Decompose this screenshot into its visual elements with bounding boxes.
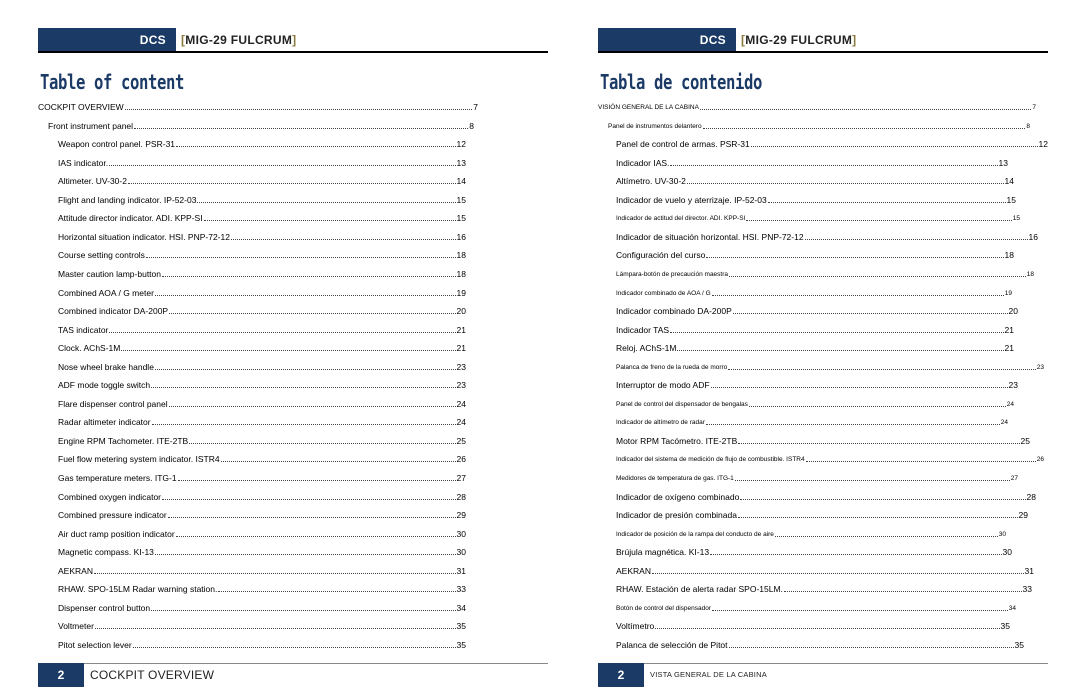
toc-entry[interactable] [598,102,1036,113]
toc-dot-leader [178,480,456,481]
toc-entry[interactable] [616,158,1008,169]
toc-entry-page: 15 [1006,194,1016,205]
toc-dot-leader [670,165,997,166]
header-brand: DCS [699,33,726,47]
toc-entry[interactable] [58,640,466,651]
toc-entry[interactable] [616,325,1014,336]
toc-entry[interactable] [616,269,1034,280]
footer-page-number: 2 [38,663,84,687]
bracket-close: ] [292,33,297,47]
toc-dot-leader [706,424,1000,425]
toc-dot-leader [677,350,1003,351]
toc-page-english [38,0,548,695]
toc-dot-leader [231,239,456,240]
toc-entry[interactable] [616,417,1008,428]
toc-entry-title: Horizontal situation indicator. HSI. PNP-72-12 [58,231,230,242]
toc-dot-leader [775,536,998,537]
toc-dot-leader [204,220,456,221]
toc-entry[interactable] [616,399,1014,410]
toc-dot-leader [728,369,1035,370]
toc-entry-page: 25 [1020,435,1030,446]
toc-dot-leader [712,295,1004,296]
toc-entry-title: Combined oxygen indicator [58,491,162,502]
toc-entry-title: Configuración del curso [616,250,706,261]
toc-entry-title: Magnetic compass. KI-13 [58,547,154,558]
toc-heading: Tabla de contenido [600,70,763,94]
toc-entry-title: Dispenser control button [58,602,151,613]
toc-dot-leader [134,128,468,129]
toc-entry[interactable] [58,288,466,299]
toc-entry-title: Palanca de freno de la rueda de morro [616,363,728,371]
toc-dot-leader [710,554,1001,555]
toc-entry-title: Panel de control de armas. PSR-31 [616,139,750,150]
toc-entry-page: 19 [1004,289,1012,297]
header-title [181,33,296,47]
toc-entry-title: Combined AOA / G meter [58,287,154,298]
toc-entry-title: Weapon control panel. PSR-31 [58,139,176,150]
toc-entry[interactable] [616,380,1018,391]
toc-entry-page: 23 [456,380,466,391]
toc-entry[interactable] [58,454,466,465]
toc-entry[interactable] [58,158,466,169]
toc-entry-page: 16 [1028,231,1038,242]
toc-entry[interactable] [616,288,1012,299]
toc-entry-page: 15 [456,194,466,205]
toc-entry[interactable] [58,399,466,410]
toc-entry-title: Motor RPM Tacómetro. ITE-2TB [616,435,738,446]
toc-entry-page: 8 [1026,122,1030,130]
toc-entry-title: Fuel flow metering system indicator. ISTR4 [58,454,220,465]
toc-entry-page: 31 [456,565,466,576]
toc-entry-page: 26 [1036,456,1044,464]
toc-entry-title: Palanca de selección de Pitot [616,639,728,650]
toc-entry-title: Clock. AChS-1M [58,343,121,354]
toc-dot-leader [152,424,456,425]
toc-dot-leader [176,536,456,537]
toc-entry[interactable] [616,362,1044,373]
toc-dot-leader [687,183,1004,184]
header-brand-box [38,28,176,52]
toc-entry-page: 18 [1004,250,1014,261]
toc-entry-title: RHAW. SPO-15LM Radar warning station. [58,584,218,595]
toc-entry-page: 18 [456,250,466,261]
toc-entry-page: 24 [456,417,466,428]
toc-entry-page: 28 [1026,491,1036,502]
toc-entry-title: Indicador IAS. [616,157,670,168]
toc-entry-title: COCKPIT OVERVIEW [38,102,124,112]
toc-entry[interactable] [616,213,1020,224]
toc-entry-page: 25 [456,435,466,446]
toc-entry-page: 35 [456,621,466,632]
toc-entry-page: 18 [1026,270,1034,278]
toc-entry-title: Indicador combinado DA-200P [616,306,732,317]
toc-entry-title: Indicador de oxígeno combinado [616,491,740,502]
toc-entry[interactable] [58,510,466,521]
toc-entry-page: 23 [1008,380,1018,391]
toc-entry-page: 35 [1000,621,1010,632]
toc-dot-leader [168,517,456,518]
toc-dot-leader [706,257,1003,258]
toc-entry[interactable] [58,547,466,558]
toc-entry[interactable] [616,306,1018,317]
toc-entry-title: Panel de control del dispensador de bengalas [616,400,748,408]
page-footer [598,663,1048,687]
footer-rule [598,663,1048,664]
toc-entry-title: Lámpara-botón de precaución maestra [616,270,729,278]
toc-entry[interactable] [58,473,466,484]
toc-dot-leader [733,313,1008,314]
toc-dot-leader [700,109,1031,110]
toc-dot-leader [735,480,1010,481]
toc-dot-leader [133,647,456,648]
toc-entry-page: 30 [456,528,466,539]
toc-dot-leader [221,461,456,462]
toc-entry-title: ADF mode toggle switch [58,380,151,391]
toc-dot-leader [652,573,1024,574]
toc-entry-title: Voltímetro [616,621,655,632]
toc-entry-page: 33 [456,584,466,595]
toc-entry-page: 35 [1014,639,1024,650]
toc-dot-leader [768,202,1006,203]
toc-entry[interactable] [58,195,466,206]
toc-entry-title: Indicador TAS [616,324,670,335]
toc-entry-title: Medidores de temperatura de gas. ITG-1 [616,475,734,482]
toc-dot-leader [169,406,456,407]
toc-entry-page: 7 [1032,104,1036,111]
toc-entry-title: Indicador de situación horizontal. HSI. PNP-72-12 [616,231,804,242]
toc-dot-leader [121,350,455,351]
toc-entry-title: Gas temperature meters. ITG-1 [58,473,177,483]
toc-dot-leader [738,517,1018,518]
toc-entry-page: 15 [456,213,466,224]
toc-dot-leader [729,647,1014,648]
toc-entry[interactable] [58,603,466,614]
toc-entry[interactable] [58,250,466,261]
toc-entry[interactable] [58,492,466,503]
toc-heading: Table of content [40,70,185,94]
toc-entry[interactable] [58,343,466,354]
toc-entry-page: 12 [1038,139,1048,150]
footer-rule [38,663,548,664]
toc-entry-page: 34 [1008,604,1016,612]
toc-entry-title: Air duct ramp position indicator [58,528,175,539]
toc-dot-leader [155,554,456,555]
toc-dot-leader [655,628,999,629]
toc-entry[interactable] [58,325,466,336]
toc-entry[interactable] [58,417,466,428]
toc-entry-title: Indicador de actitud del director. ADI. KPP-SI [616,215,746,223]
toc-dot-leader [162,276,456,277]
toc-entry-page: 14 [1004,176,1014,187]
header-brand-box [598,28,736,52]
toc-entry-page: 8 [469,120,474,131]
header-rule [598,51,1048,53]
toc-dot-leader [109,332,455,333]
toc-entry-page: 21 [1004,324,1014,335]
toc-entry-page: 21 [456,343,466,354]
header-brand: DCS [139,33,166,47]
toc-entry-title: Flight and landing indicator. IP-52-03 [58,194,197,205]
toc-dot-leader [169,313,455,314]
toc-entry-title: Master caution lamp-button [58,268,161,279]
toc-entry[interactable] [616,640,1024,651]
toc-entry-title: Voltmeter [58,621,94,632]
toc-dot-leader [806,461,1036,462]
toc-entry-page: 24 [1006,400,1014,408]
toc-dot-leader [146,257,456,258]
toc-entry-page: 18 [456,268,466,279]
toc-entry-page: 28 [456,491,466,502]
toc-entry[interactable] [58,213,466,224]
toc-dot-leader [176,146,456,147]
toc-dot-leader [155,369,456,370]
toc-entry-page: 14 [456,176,466,187]
bracket-open: [ [181,33,186,47]
header-rule [38,51,548,53]
toc-entry[interactable] [616,473,1018,484]
toc-dot-leader [738,443,1019,444]
toc-entry-page: 35 [456,639,466,650]
toc-entry-page: 7 [473,102,478,112]
toc-entry[interactable] [58,306,466,317]
toc-entry-title: Front instrument panel [48,120,134,131]
toc-entry-title: Indicador de posición de la rampa del conducto de aire [616,530,774,538]
toc-entry-title: Altimeter. UV-30-2 [58,176,127,187]
footer-page-number: 2 [598,663,644,687]
toc-entry[interactable] [616,454,1044,465]
toc-entry[interactable] [58,529,466,540]
toc-entry-title: Reloj. AChS-1M [616,343,677,354]
toc-entry-page: 20 [1008,306,1018,317]
toc-dot-leader [711,387,1008,388]
toc-entry-title: Course setting controls [58,250,145,261]
toc-entry[interactable] [616,547,1012,558]
toc-entry[interactable] [48,121,474,132]
toc-entry[interactable] [616,492,1036,503]
toc-entry-title: Brújula magnética. KI-13 [616,547,710,558]
header-title [741,33,856,47]
toc-dot-leader [95,628,456,629]
toc-entry-title: Indicador de altímetro de radar [616,419,705,427]
toc-entry-title: Pitot selection lever [58,639,132,650]
toc-entry-page: 24 [456,398,466,409]
toc-entry-page: 33 [1022,584,1032,595]
toc-dot-leader [749,406,1006,407]
toc-entry[interactable] [616,176,1014,187]
toc-entry-title: RHAW. Estación de alerta radar SPO-15LM. [616,584,783,595]
toc-entry-page: 29 [456,510,466,521]
toc-entry-title: Flare dispenser control panel [58,398,168,409]
toc-entry-title: Nose wheel brake handle [58,361,154,372]
toc-entry-page: 34 [456,602,466,613]
toc-dot-leader [109,165,455,166]
toc-entry[interactable] [616,603,1016,614]
toc-entry-page: 23 [1036,363,1044,371]
toc-entry[interactable] [38,102,478,113]
page-header [38,28,548,52]
toc-entry[interactable] [616,139,1048,150]
toc-entry-title: Combined pressure indicator [58,510,167,521]
toc-entry-page: 30 [456,547,466,558]
toc-entry[interactable] [58,436,466,447]
footer-section: VISTA GENERAL DE LA CABINA [650,670,767,679]
toc-entry[interactable] [58,176,466,187]
toc-entry[interactable] [58,566,466,577]
toc-entry-page: 20 [456,306,466,317]
toc-entry-page: 24 [1000,419,1008,427]
toc-entry[interactable] [608,121,1030,132]
toc-entry-page: 29 [1018,510,1028,521]
toc-dot-leader [746,220,1011,221]
toc-entry-page: 27 [1010,475,1018,482]
toc-entry[interactable] [58,232,466,243]
toc-entry-title: VISIÓN GENERAL DE LA CABINA [598,104,699,111]
toc-entry-title: Interruptor de modo ADF [616,380,710,391]
toc-dot-leader [128,183,456,184]
toc-dot-leader [670,332,1003,333]
bracket-open: [ [741,33,746,47]
toc-entry-page: 13 [456,157,466,168]
header-title-text: MIG-29 FULCRUM [745,33,853,47]
toc-dot-leader [197,202,455,203]
toc-entry[interactable] [58,269,466,280]
toc-entry-page: 16 [456,231,466,242]
toc-dot-leader [162,499,456,500]
toc-entry[interactable] [58,380,466,391]
toc-entry-title: IAS indicator. [58,157,109,168]
toc-entry[interactable] [616,195,1016,206]
toc-dot-leader [189,443,455,444]
toc-entry-page: 13 [998,157,1008,168]
toc-dot-leader [805,239,1028,240]
toc-entry-title: Indicador del sistema de medición de flujo de combustible. ISTR4 [616,456,805,464]
toc-entry[interactable] [616,584,1032,595]
toc-entry-title: Attitude director indicator. ADI. KPP-SI [58,213,203,224]
toc-entry-title: AEKRAN [616,565,651,576]
toc-entry-title: Radar altimeter indicator [58,417,151,428]
toc-entry-title: Indicador de vuelo y aterrizaje. IP-52-03 [616,194,767,205]
toc-entry-title: TAS indicator [58,324,109,335]
toc-entry-title: Combined indicator DA-200P [58,306,169,317]
toc-entry-page: 19 [456,287,466,298]
toc-dot-leader [712,610,1008,611]
toc-entry-title: Panel de instrumentos delantero [608,122,702,130]
toc-entry[interactable] [616,343,1014,354]
toc-dot-leader [751,146,1038,147]
toc-entry-page: 12 [456,139,466,150]
toc-entry[interactable] [616,529,1006,540]
toc-entry-page: 21 [456,324,466,335]
toc-entry[interactable] [58,584,466,595]
toc-entry[interactable] [616,566,1034,577]
toc-entry-page: 21 [1004,343,1014,354]
toc-dot-leader [740,499,1025,500]
toc-entry-title: Indicador de presión combinada [616,510,737,521]
toc-entry-title: Altímetro. UV-30-2 [616,176,686,187]
toc-dot-leader [151,610,455,611]
toc-dot-leader [729,276,1026,277]
toc-entry-page: 30 [998,530,1006,538]
toc-dot-leader [155,295,456,296]
toc-entry-title: Engine RPM Tachometer. ITE-2TB [58,435,189,446]
toc-entry[interactable] [616,621,1010,632]
footer-section: COCKPIT OVERVIEW [90,668,215,682]
toc-entry-title: AEKRAN [58,565,93,576]
toc-dot-leader [125,109,473,110]
toc-page-spanish [598,0,1048,695]
toc-entry[interactable] [58,362,466,373]
page-header [598,28,1048,52]
toc-entry-title: Botón de control del dispensador [616,604,712,612]
toc-entry-page: 15 [1012,215,1020,223]
toc-entry-page: 27 [456,473,466,483]
toc-entry[interactable] [616,436,1030,447]
toc-entry[interactable] [58,139,466,150]
toc-entry[interactable] [616,232,1038,243]
toc-entry-page: 31 [1024,565,1034,576]
toc-entry-page: 30 [1002,547,1012,558]
toc-dot-leader [784,591,1022,592]
toc-dot-leader [218,591,455,592]
bracket-close: ] [852,33,857,47]
toc-entry-page: 26 [456,454,466,465]
toc-entry-title: Indicador combinado de AOA / G [616,289,711,297]
toc-dot-leader [94,573,456,574]
toc-entry-page: 23 [456,361,466,372]
toc-dot-leader [703,128,1026,129]
toc-dot-leader [151,387,455,388]
header-title-text: MIG-29 FULCRUM [185,33,293,47]
toc-entry[interactable] [616,250,1014,261]
page-footer [38,663,548,687]
toc-entry[interactable] [616,510,1028,521]
toc-entry[interactable] [58,621,466,632]
